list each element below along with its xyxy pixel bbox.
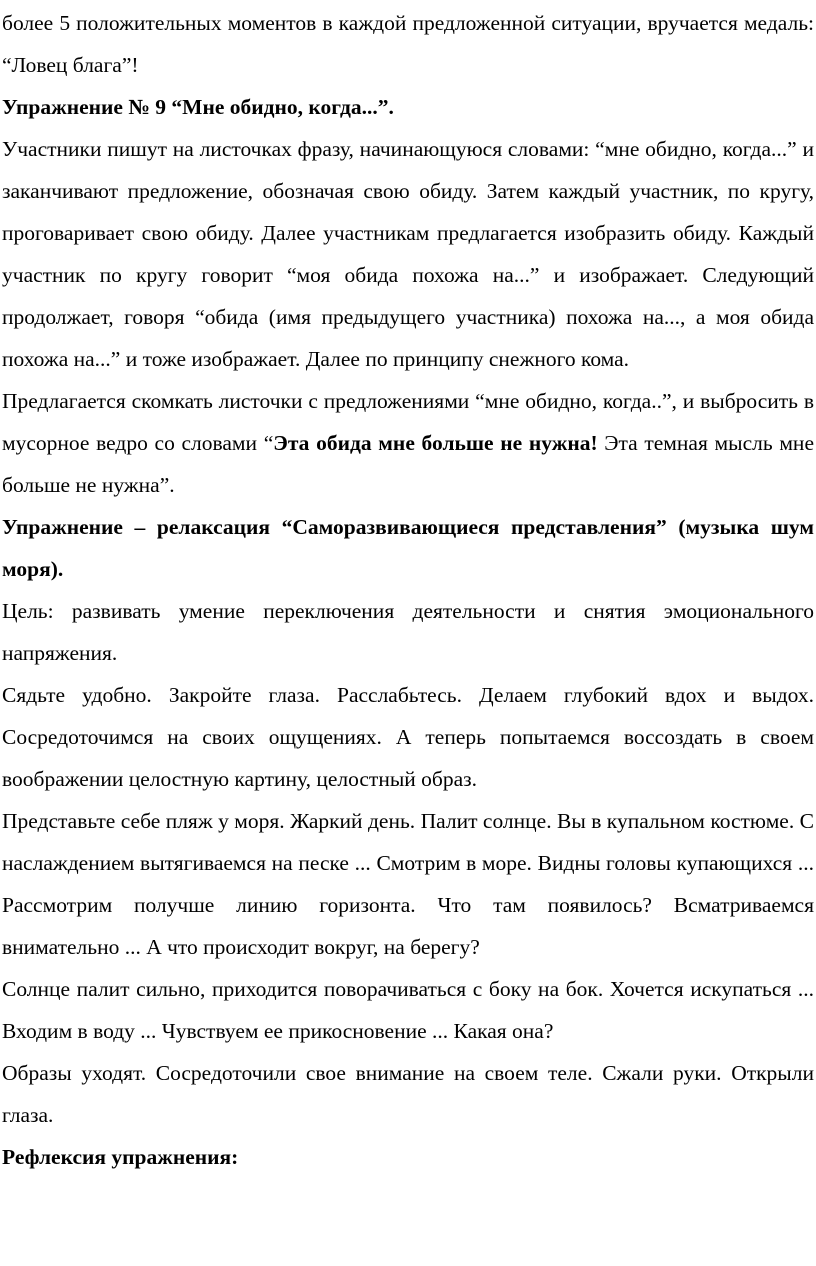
paragraph-sit-comfortably: Сядьте удобно. Закройте глаза. Расслабьтесь. Делаем глубокий вдох и выдох. Сосредоточимся на своих ощущениях. А теперь попытаемся воссоздать в своем воображении целостную картину, целостный образ.: [2, 683, 814, 791]
exercise-9-heading: Упражнение № 9 “Мне обидно, когда...”.: [2, 95, 394, 119]
paragraph-medal: более 5 положительных моментов в каждой предложенной ситуации, вручается медаль: “Ловец блага”!: [2, 11, 814, 77]
paragraph-exercise-9-description: Участники пишут на листочках фразу, начинающуюся словами: “мне обидно, когда...” и заканчивают предложение, обозначая свою обиду. Затем каждый участник, по кругу, проговаривает свою обиду. Далее участникам предлагается изобразить обиду. Каждый участник по кругу говорит “моя обида похожа на...” и изображает. Следующий продолжает, говоря “обида (имя предыдущего участника) похожа на..., а моя обида похожа на...” и тоже изображает. Далее по принципу снежного кома.: [2, 137, 814, 371]
paragraph-beach: Представьте себе пляж у моря. Жаркий день. Палит солнце. Вы в купальном костюме. С наслаждением вытягиваемся на песке ... Смотрим в море. Видны головы купающихся ... Рассмотрим получше линию горизонта. Что там появилось? Всматриваемся внимательно ... А что происходит вокруг, на берегу?: [2, 809, 814, 959]
paragraph-goal: Цель: развивать умение переключения деятельности и снятия эмоционального напряжения.: [2, 599, 814, 665]
paragraph-images-leave: Образы уходят. Сосредоточили свое внимание на своем теле. Сжали руки. Открыли глаза.: [2, 1061, 814, 1127]
relaxation-heading: Упражнение – релаксация “Саморазвивающиеся представления” (музыка шум моря).: [2, 515, 814, 581]
reflection-heading: Рефлексия упражнения:: [2, 1145, 239, 1169]
paragraph-sun: Солнце палит сильно, приходится поворачиваться с боку на бок. Хочется искупаться ... Входим в воду ... Чувствуем ее прикосновение ... Какая она?: [2, 977, 814, 1043]
paragraph-crumple-sheets: [2, 380, 814, 506]
crumple-text-end: Эта темная мысль мне больше не нужна”.: [2, 431, 814, 497]
crumple-text-start: Предлагается скомкать листочки с предложениями “мне обидно, когда..”, и выбросить в мусорное ведро со словами “: [2, 389, 814, 455]
crumple-text-bold: Эта обида мне больше не нужна!: [273, 431, 598, 455]
